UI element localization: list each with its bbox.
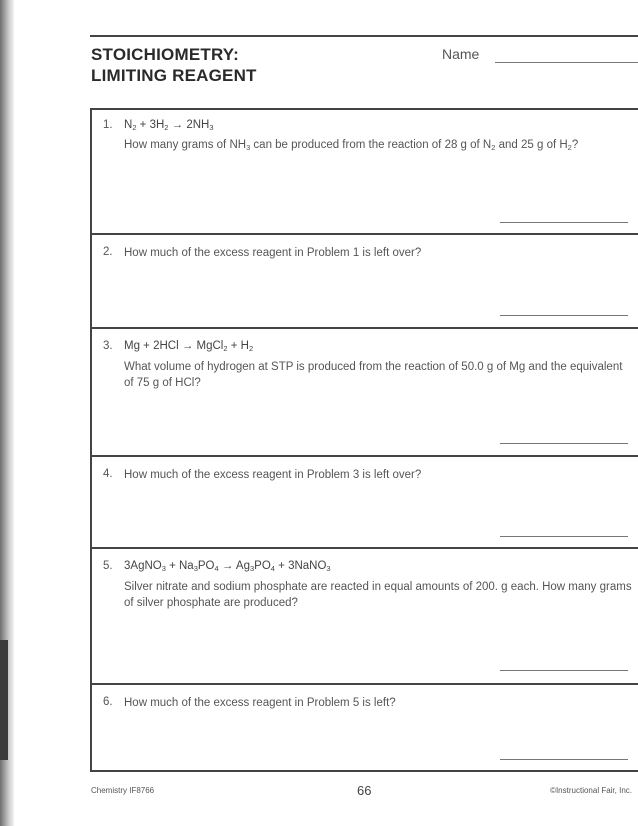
answer-line[interactable] — [500, 222, 628, 223]
problem-number: 6. — [103, 696, 113, 708]
problem-number: 3. — [103, 340, 113, 352]
problem-1 — [92, 110, 638, 235]
worksheet — [90, 108, 638, 772]
answer-line[interactable] — [500, 759, 628, 760]
answer-line[interactable] — [500, 443, 628, 444]
title-line-2: LIMITING REAGENT — [91, 66, 257, 85]
problem-3 — [92, 329, 638, 457]
title-line-1: STOICHIOMETRY: — [91, 45, 239, 64]
footer-right: ©Instructional Fair, Inc. — [550, 786, 632, 795]
problem-number: 2. — [103, 246, 113, 258]
problem-question: How much of the excess reagent in Problem 1 is left over? — [124, 247, 422, 259]
problem-equation: $N_2 + 3H_2 \to 2NH_3$ — [124, 119, 214, 132]
page-number: 66 — [357, 783, 372, 798]
name-label: Name — [442, 46, 480, 62]
page-title — [91, 44, 257, 86]
problem-question: Silver nitrate and sodium phosphate are reacted in equal amounts of 200. g each. How many grams of silver phosphate are produced? — [124, 581, 632, 609]
problem-number: 5. — [103, 560, 113, 572]
answer-line[interactable] — [500, 315, 628, 316]
problem-question: How much of the excess reagent in Problem 3 is left over? — [124, 469, 422, 481]
problem-question: How many grams of $NH_3$ can be produced from the reaction of 28 g of $N_2$ and 25 g of $H_2$? — [124, 139, 579, 152]
problem-equation: 3AgNO$_3$ + $Na_3PO_4 \to Ag_3PO_4$ + 3NaNO$_3$ — [124, 560, 331, 573]
answer-line[interactable] — [500, 670, 628, 671]
problem-6 — [92, 685, 638, 772]
problem-2 — [92, 235, 638, 329]
problem-question: What volume of hydrogen at STP is produced from the reaction of 50.0 g of Mg and the equivalent of 75 g of HCl? — [124, 361, 623, 389]
problem-number: 4. — [103, 468, 113, 480]
answer-line[interactable] — [500, 536, 628, 537]
name-field[interactable] — [495, 62, 638, 63]
footer-left: Chemistry IF8766 — [91, 786, 155, 795]
header-rule — [90, 35, 638, 37]
binding-clip — [0, 640, 8, 760]
problem-4 — [92, 457, 638, 549]
problem-equation: Mg + 2HCl → MgCl$_2$ + $H_2$ — [124, 340, 254, 353]
problem-number: 1. — [103, 119, 113, 131]
problem-5 — [92, 549, 638, 685]
problem-question: How much of the excess reagent in Problem 5 is left? — [124, 697, 396, 709]
